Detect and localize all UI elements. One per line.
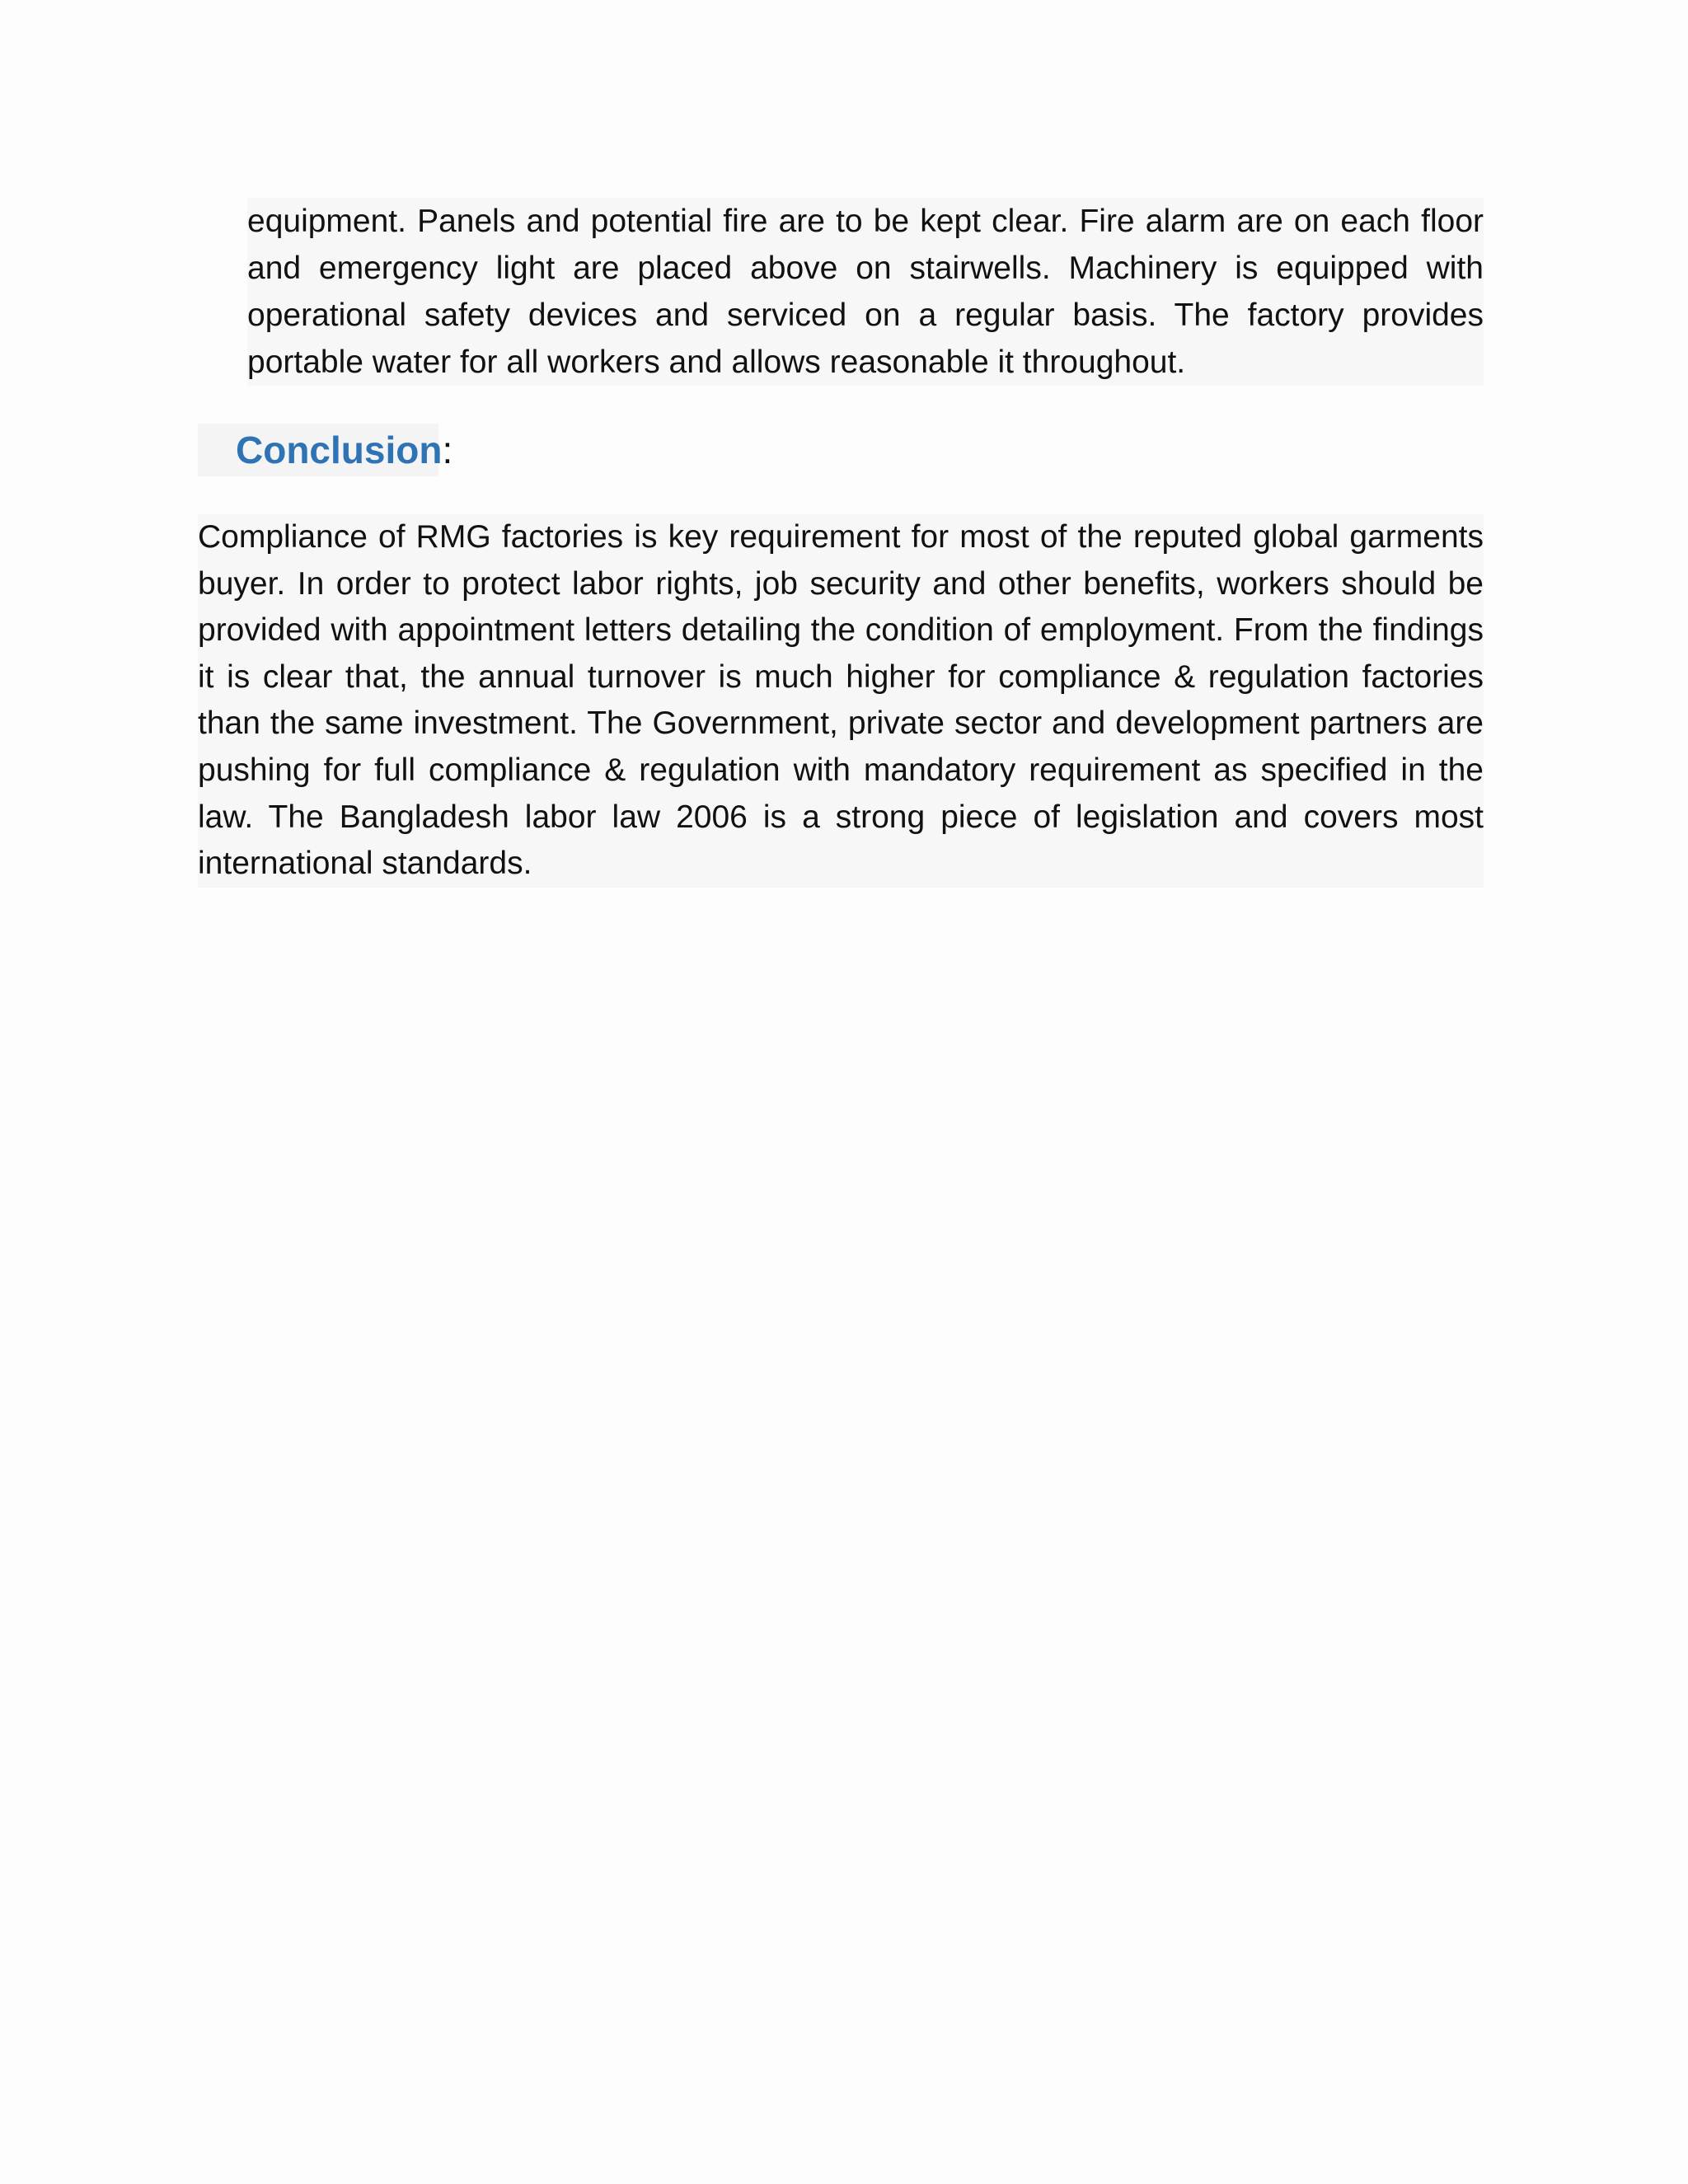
section-heading-colon: : xyxy=(442,429,453,471)
section-heading xyxy=(198,424,453,476)
conclusion-paragraph: Compliance of RMG factories is key requirement for most of the reputed global garments buyer. In order to protect labor rights, job security and other benefits, workers should be provided with appointment letters detailing the condition of employment. From the findings it is clear that, the annual turnover is much higher for compliance & regulation factories than the same investment. The Government, private sector and development partners are pushing for full compliance & regulation with mandatory requirement as specified in the law. The Bangladesh labor law 2006 is a strong piece of legislation and covers most international standards. xyxy=(198,514,1484,888)
section-heading-text: Conclusion xyxy=(236,429,443,471)
continued-paragraph: equipment. Panels and potential fire are to be kept clear. Fire alarm are on each floor and emergency light are placed above on stairwells. Machinery is equipped with operational safety devices and serviced on a regular basis. The factory provides portable water for all workers and allows reasonable it throughout. xyxy=(247,198,1484,386)
